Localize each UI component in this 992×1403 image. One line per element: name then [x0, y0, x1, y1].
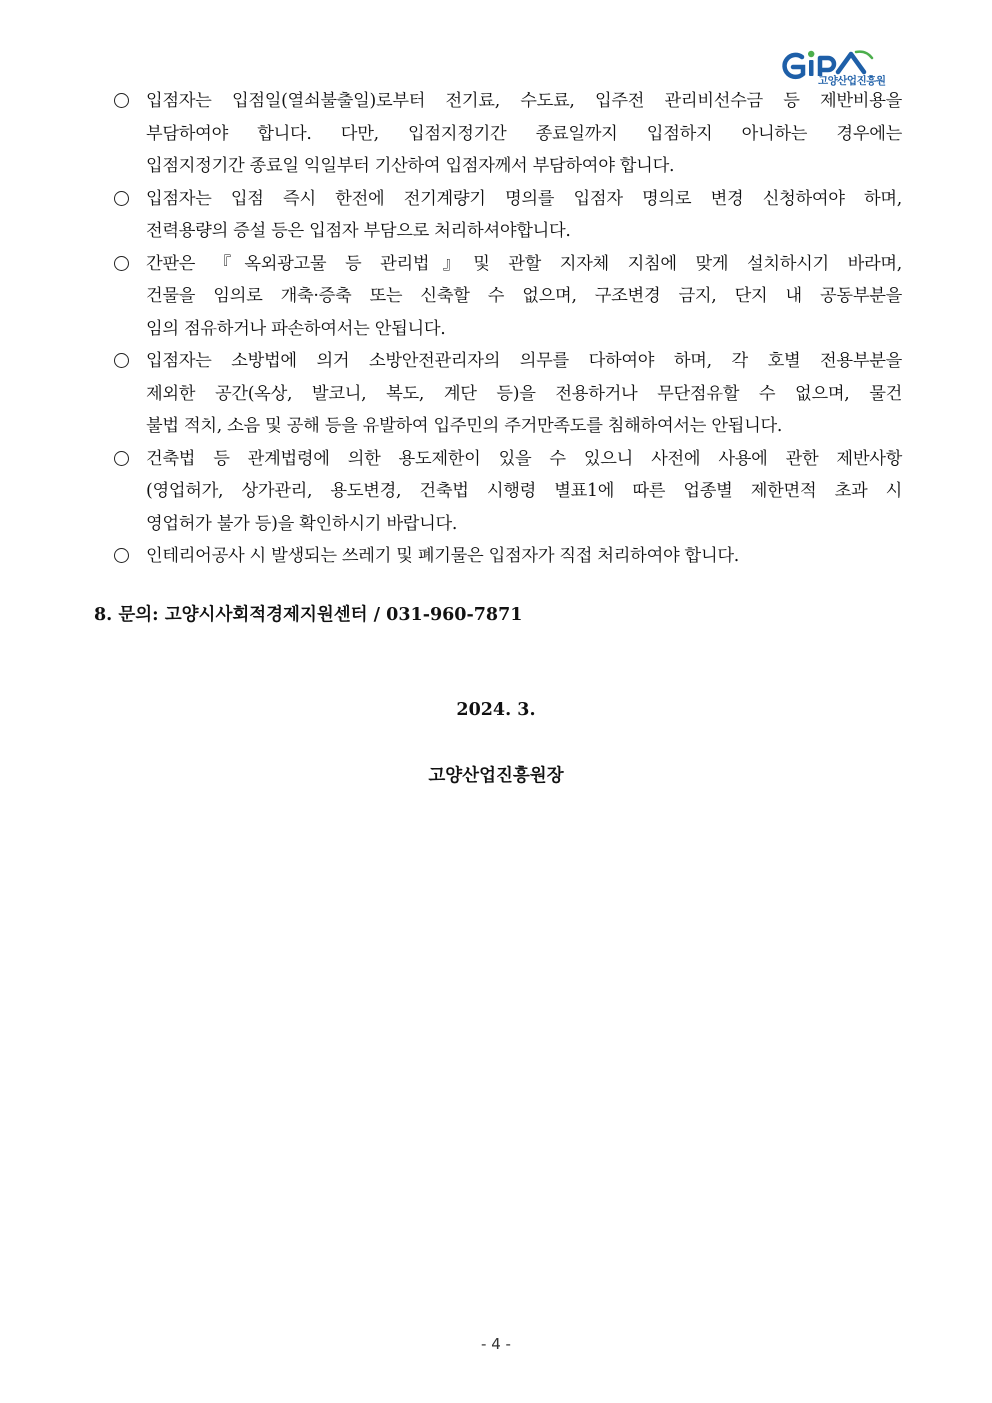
list-item [112, 85, 902, 183]
item-line: 입점자는 입점 즉시 한전에 전기계량기 명의를 입점자 명의로 변경 신청하여야 하며, [146, 188, 902, 209]
item-line: 불법 적치, 소음 및 공해 등을 유발하여 입주민의 주거만족도를 침해하여서는 안됩니다. [146, 416, 783, 436]
page-number: - 4 - [481, 1335, 511, 1353]
list-item [112, 183, 902, 248]
item-line: 부담하여야 합니다. 다만, 입점지정기간 종료일까지 입점하지 아니하는 경우에는 [146, 123, 902, 144]
list-item [112, 345, 902, 443]
list-item [112, 443, 902, 541]
item-line: 입점자는 소방법에 의거 소방안전관리자의 의무를 다하여야 하며, 각 호별 전용부분을 [146, 351, 902, 371]
signer-title: 고양산업진흥원장 [428, 766, 564, 786]
item-line: (영업허가, 상가관리, 용도변경, 건축법 시행령 별표1에 따른 업종별 제한면적 초과 시 [146, 481, 902, 501]
list-item [112, 248, 902, 346]
item-line: 건물을 임의로 개축·증축 또는 신축할 수 없으며, 구조변경 금지, 단지 내 공동부분을 [146, 286, 902, 306]
circle-bullet-icon [114, 256, 129, 271]
item-line: 간판은 『옥외광고물 등 관리법』및 관할 지자체 지침에 맞게 설치하시기 바라며, [146, 253, 902, 274]
item-line: 제외한 공간(옥상, 발코니, 복도, 계단 등)을 전용하거나 무단점유할 수 없으며, 물건 [146, 383, 902, 404]
circle-bullet-icon [114, 548, 129, 563]
item-line: 인테리어공사 시 발생되는 쓰레기 및 폐기물은 입점자가 직접 처리하여야 합니다. [146, 546, 739, 566]
notice-list [112, 85, 902, 573]
circle-bullet-icon [114, 451, 129, 466]
item-line: 전력용량의 증설 등은 입점자 부담으로 처리하셔야합니다. [146, 221, 571, 241]
item-line: 입점자는 입점일(열쇠불출일)로부터 전기료, 수도료, 입주전 관리비선수금 등 제반비용을 [146, 91, 902, 111]
circle-bullet-icon [114, 191, 129, 206]
list-item [112, 540, 902, 573]
circle-bullet-icon [114, 93, 129, 108]
circle-bullet-icon [114, 353, 129, 368]
inquiry-heading: 8. 문의: 고양시사회적경제지원센터 / 031-960-7871 [94, 605, 523, 625]
item-line: 영업허가 불가 등)을 확인하시기 바랍니다. [146, 513, 458, 534]
item-line: 임의 점유하거나 파손하여서는 안됩니다. [146, 318, 446, 339]
item-line: 입점지정기간 종료일 익일부터 기산하여 입점자께서 부담하여야 합니다. [146, 156, 675, 176]
logo-text: 고양산업진흥원 [818, 75, 886, 87]
document-date: 2024. 3. [456, 700, 536, 720]
item-line: 건축법 등 관계법령에 의한 용도제한이 있을 수 있으니 사전에 사용에 관한 제반사항 [146, 448, 902, 469]
